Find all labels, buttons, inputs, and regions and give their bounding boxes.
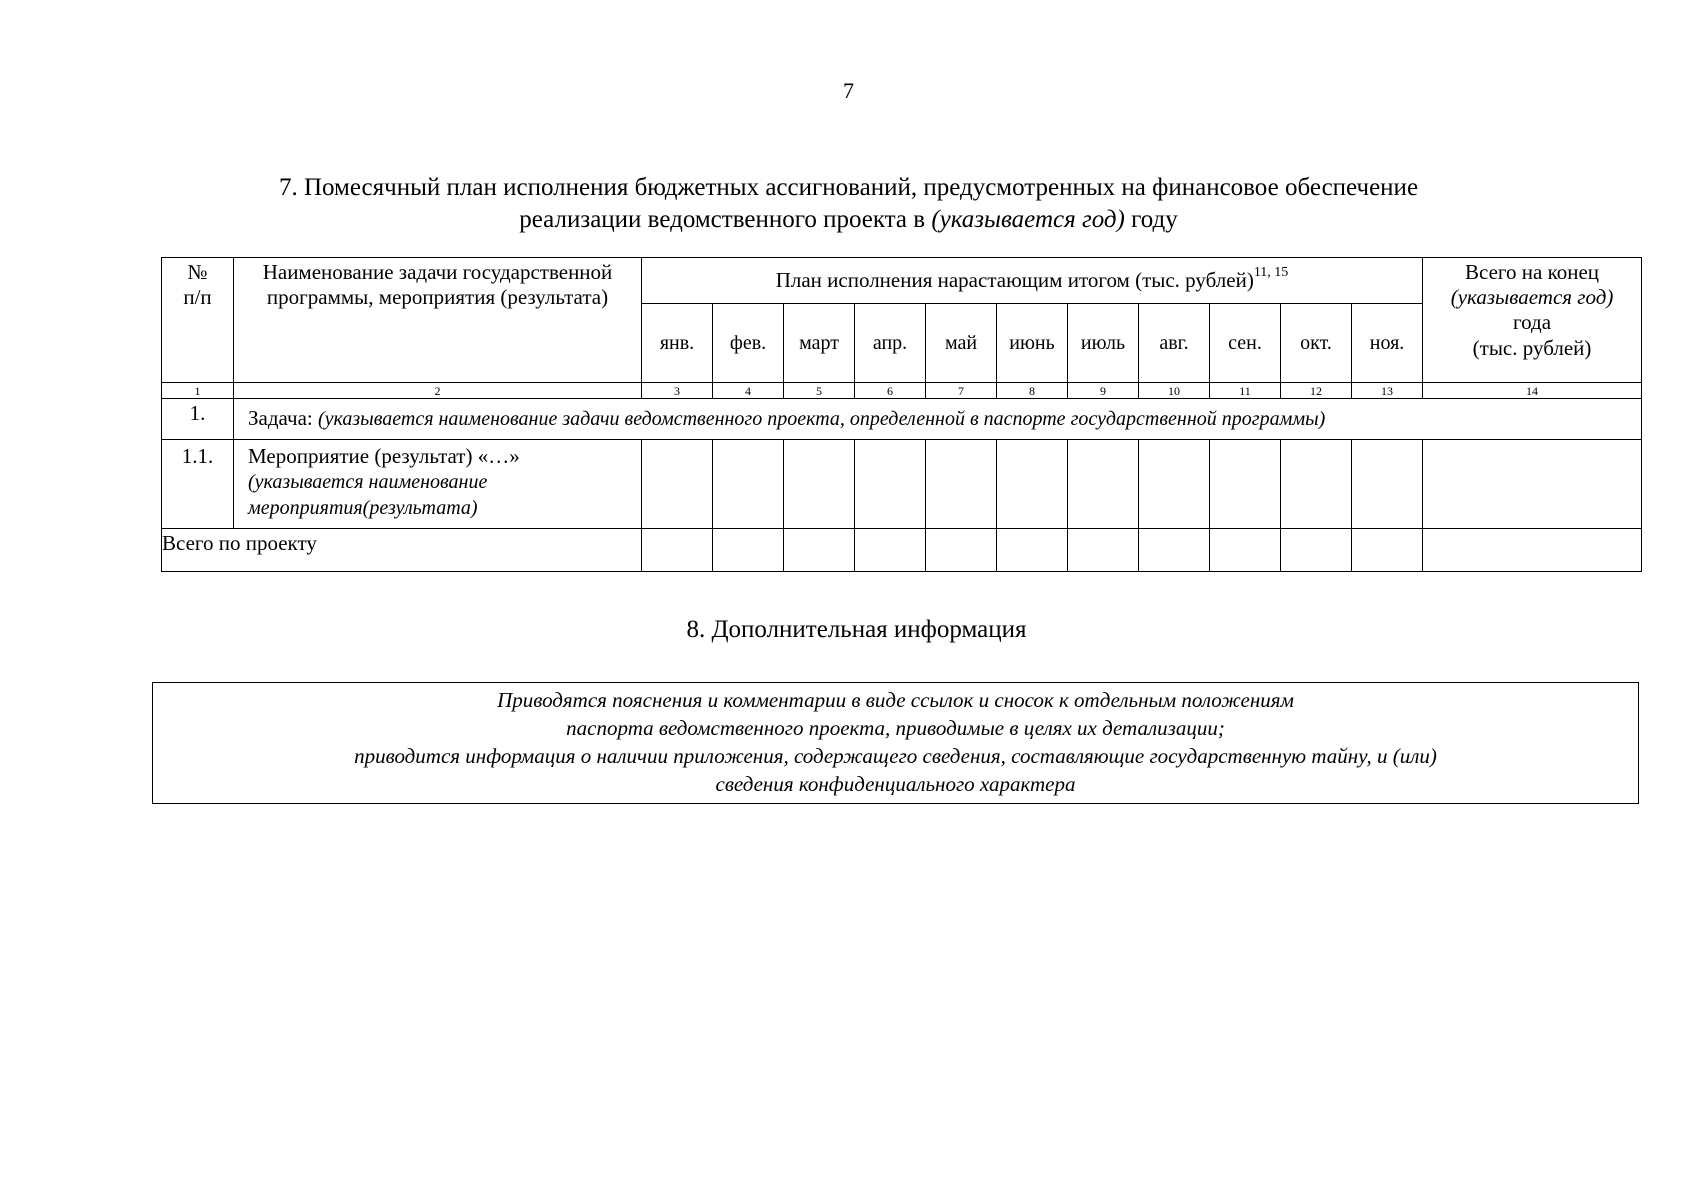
col-number: 8: [997, 383, 1068, 399]
task-placeholder: (указывается наименование задачи ведомственного проекта, определенной в паспорте государственной программы): [317, 408, 1326, 431]
header-name: Наименование задачи государственной программы, мероприятия (результата): [234, 258, 642, 383]
header-row-1: [162, 258, 1642, 304]
month-may: май: [926, 304, 997, 383]
col-number: 14: [1423, 383, 1642, 399]
col-number: 5: [784, 383, 855, 399]
title-line2-end: году: [1124, 206, 1178, 233]
title-year-placeholder: (указывается год): [931, 206, 1125, 233]
event-row: [162, 440, 1642, 529]
table-cell: [1139, 529, 1210, 572]
table-cell: [1068, 440, 1139, 529]
month-feb: фев.: [713, 304, 784, 383]
table-cell: [926, 529, 997, 572]
header-total-line3: (тыс. рублей): [1472, 335, 1592, 360]
col-number: 10: [1139, 383, 1210, 399]
table-cell: [1423, 529, 1642, 572]
table-cell: [926, 440, 997, 529]
table-cell: [855, 440, 926, 529]
col-number: 7: [926, 383, 997, 399]
event-number: 1.1.: [162, 440, 234, 529]
col-number: 13: [1352, 383, 1423, 399]
table-cell: [1139, 440, 1210, 529]
table-cell: [784, 440, 855, 529]
col-number: 4: [713, 383, 784, 399]
header-plan-footnote: 11, 15: [1253, 264, 1289, 280]
month-jan: янв.: [642, 304, 713, 383]
table-cell: [855, 529, 926, 572]
month-aug: авг.: [1139, 304, 1210, 383]
event-placeholder-2: мероприятия(результата): [248, 497, 478, 520]
info-line: сведения конфиденциального характера: [715, 772, 1076, 796]
month-jul: июль: [1068, 304, 1139, 383]
event-label: Мероприятие (результат) «…»: [248, 444, 520, 468]
total-row: [162, 529, 1642, 572]
table-cell: [713, 440, 784, 529]
section-8-title: 8. Дополнительная информация: [686, 616, 1027, 643]
col-number: 3: [642, 383, 713, 399]
table-cell: [642, 529, 713, 572]
table-cell: [1281, 440, 1352, 529]
event-description: [234, 440, 642, 529]
table-cell: [1068, 529, 1139, 572]
additional-info-box: [152, 682, 1639, 804]
header-total-line1: Всего на конец: [1465, 260, 1600, 284]
task-label: Задача:: [248, 406, 318, 431]
table-cell: [1210, 440, 1281, 529]
monthly-plan-table: [161, 257, 1642, 572]
month-sep: сен.: [1210, 304, 1281, 383]
table-cell: [997, 529, 1068, 572]
col-number: 6: [855, 383, 926, 399]
table-cell: [642, 440, 713, 529]
total-label: Всего по проекту: [162, 529, 642, 572]
header-plan: [642, 258, 1423, 304]
table-cell: [997, 440, 1068, 529]
task-number: 1.: [162, 399, 234, 440]
info-line: Приводятся пояснения и комментарии в виде ссылок и сносок к отдельным положениям: [497, 688, 1294, 712]
month-mar: март: [784, 304, 855, 383]
col-number: 11: [1210, 383, 1281, 399]
event-placeholder-1: (указывается наименование: [248, 471, 488, 494]
column-numbers-row: [162, 383, 1642, 399]
page-number: 7: [843, 78, 854, 103]
col-number: 1: [162, 383, 234, 399]
task-description: [234, 399, 1642, 440]
table-cell: [1281, 529, 1352, 572]
header-plan-label: План исполнения нарастающим итогом (тыс. рублей): [775, 267, 1254, 292]
table-cell: [1352, 529, 1423, 572]
header-total-year-placeholder: (указывается год): [1450, 285, 1614, 310]
table-cell: [1423, 440, 1642, 529]
month-apr: апр.: [855, 304, 926, 383]
month-nov: ноя.: [1352, 304, 1423, 383]
task-row: [162, 399, 1642, 440]
month-oct: окт.: [1281, 304, 1352, 383]
info-line: паспорта ведомственного проекта, приводимые в целях их детализации;: [566, 716, 1225, 740]
col-number: 2: [234, 383, 642, 399]
header-total-line2: года: [1513, 310, 1552, 335]
month-jun: июнь: [997, 304, 1068, 383]
title-line2-start: реализации ведомственного проекта в: [519, 206, 932, 233]
info-line: приводится информация о наличии приложения, содержащего сведения, составляющие государственную тайну, и (или): [354, 744, 1437, 768]
header-total: [1423, 258, 1642, 383]
table-cell: [713, 529, 784, 572]
section-7-title-line1: 7. Помесячный план исполнения бюджетных ассигнований, предусмотренных на финансовое обеспечение: [278, 174, 1419, 201]
table-cell: [1352, 440, 1423, 529]
table-cell: [784, 529, 855, 572]
col-number: 12: [1281, 383, 1352, 399]
col-number: 9: [1068, 383, 1139, 399]
header-num: № п/п: [162, 258, 234, 383]
section-7-title-line2: [46, 204, 1651, 236]
table-cell: [1210, 529, 1281, 572]
section-7-title: [46, 172, 1651, 236]
